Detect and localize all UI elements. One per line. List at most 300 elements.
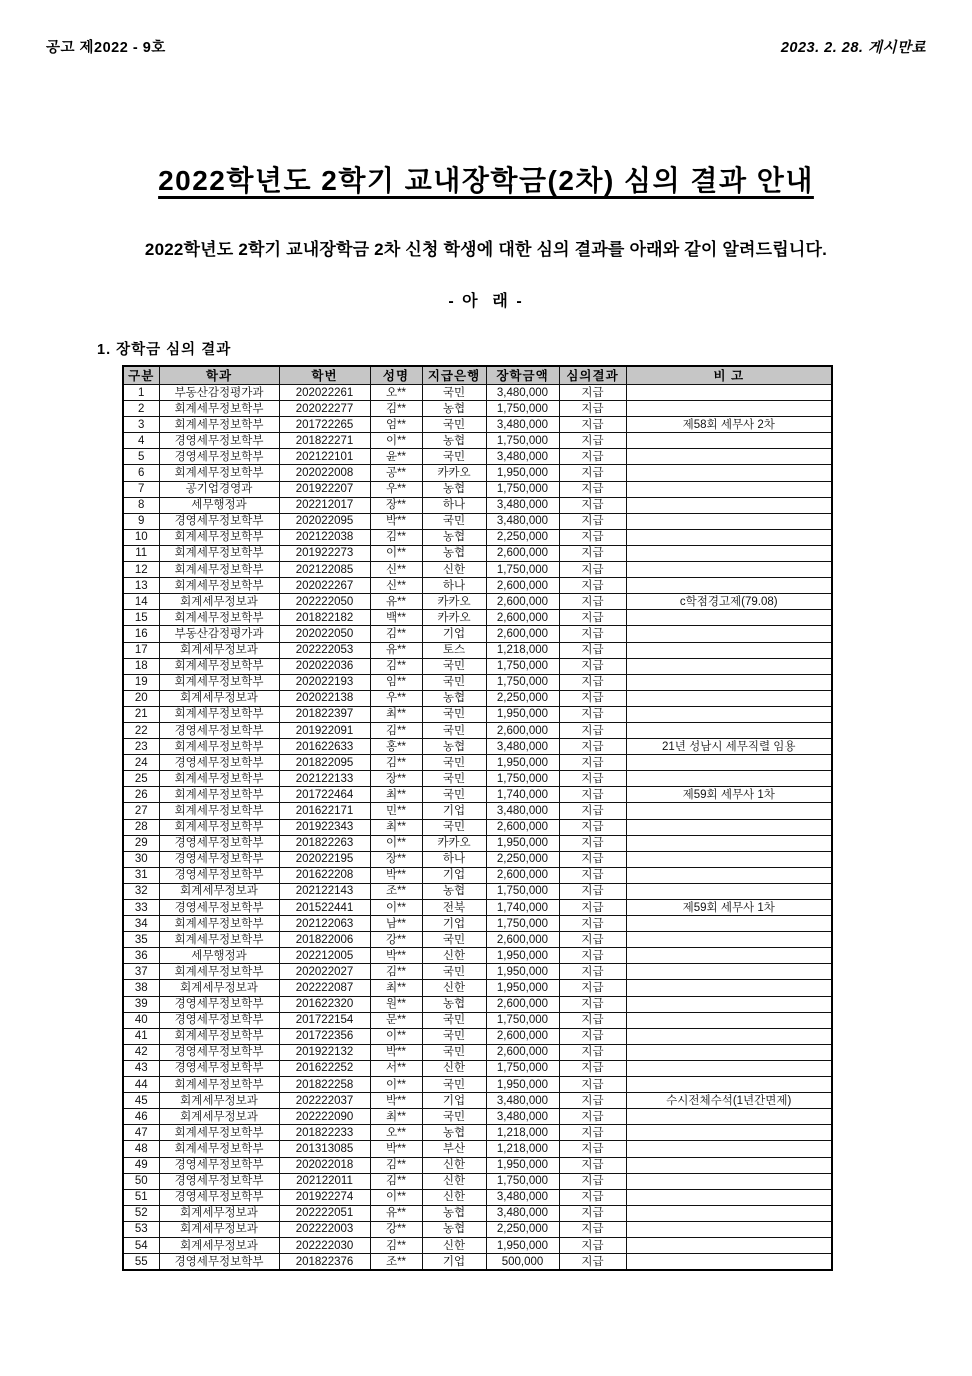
table-cell-dept: 경영세무정보학부 [159,996,279,1012]
table-cell-dept: 회계세무정보학부 [159,803,279,819]
table-cell-student-id: 201722464 [279,787,370,803]
table-cell-name: 김** [370,1157,422,1173]
table-cell-result: 지급 [559,739,626,755]
table-cell-name: 이** [370,433,422,449]
table-cell-dept: 회계세무정보학부 [159,401,279,417]
table-cell-no: 47 [123,1125,159,1141]
table-cell-amount: 1,750,000 [486,883,559,899]
table-cell-dept: 회계세무정보과 [159,642,279,658]
table-cell-result: 지급 [559,674,626,690]
table-cell-note [626,626,832,642]
table-row [123,545,832,561]
table-cell-name: 원** [370,996,422,1012]
table-cell-bank: 카카오 [422,465,486,481]
table-cell-dept: 회계세무정보학부 [159,739,279,755]
table-cell-no: 21 [123,706,159,722]
table-row [123,1157,832,1173]
table-cell-result: 지급 [559,1044,626,1060]
table-cell-note [626,642,832,658]
table-cell-dept: 회계세무정보학부 [159,1125,279,1141]
table-cell-note [626,449,832,465]
table-cell-name: 박** [370,948,422,964]
table-cell-no: 32 [123,883,159,899]
table-cell-dept: 회계세무정보학부 [159,916,279,932]
table-cell-no: 2 [123,401,159,417]
table-cell-name: 이** [370,1189,422,1205]
table-cell-student-id: 202222090 [279,1109,370,1125]
table-cell-student-id: 202022193 [279,674,370,690]
table-cell-student-id: 201822271 [279,433,370,449]
table-cell-result: 지급 [559,722,626,738]
table-cell-bank: 국민 [422,819,486,835]
table-cell-bank: 국민 [422,1044,486,1060]
table-cell-result: 지급 [559,594,626,610]
table-cell-no: 13 [123,578,159,594]
table-cell-note [626,883,832,899]
table-cell-bank: 국민 [422,449,486,465]
table-cell-bank: 농협 [422,545,486,561]
column-header-amount: 장학금액 [486,366,559,385]
table-cell-amount: 2,250,000 [486,1221,559,1237]
table-cell-student-id: 201922091 [279,722,370,738]
table-cell-bank: 국민 [422,674,486,690]
table-cell-student-id: 201822006 [279,932,370,948]
table-row [123,449,832,465]
table-row [123,610,832,626]
table-cell-amount: 3,480,000 [486,1109,559,1125]
table-cell-bank: 전북 [422,900,486,916]
column-header-no: 구분 [123,366,159,385]
table-cell-student-id: 201922273 [279,545,370,561]
table-cell-bank: 카카오 [422,835,486,851]
table-cell-dept: 회계세무정보학부 [159,771,279,787]
table-cell-student-id: 202022036 [279,658,370,674]
table-cell-dept: 회계세무정보학부 [159,417,279,433]
table-cell-note: c학점경고제(79.08) [626,594,832,610]
table-cell-dept: 회계세무정보학부 [159,674,279,690]
table-cell-result: 지급 [559,835,626,851]
table-cell-result: 지급 [559,787,626,803]
table-cell-no: 36 [123,948,159,964]
table-cell-amount: 1,750,000 [486,916,559,932]
table-cell-amount: 3,480,000 [486,513,559,529]
table-cell-note [626,578,832,594]
table-cell-name: 이** [370,900,422,916]
table-cell-no: 37 [123,964,159,980]
table-cell-result: 지급 [559,867,626,883]
table-cell-student-id: 201922274 [279,1189,370,1205]
table-cell-result: 지급 [559,642,626,658]
table-cell-note [626,851,832,867]
table-cell-dept: 회계세무정보학부 [159,465,279,481]
table-cell-no: 17 [123,642,159,658]
table-cell-name: 박** [370,1141,422,1157]
table-cell-bank: 국민 [422,755,486,771]
table-cell-note [626,1237,832,1253]
table-cell-dept: 세무행정과 [159,948,279,964]
table-cell-note [626,916,832,932]
table-cell-result: 지급 [559,401,626,417]
table-cell-amount: 2,250,000 [486,851,559,867]
table-cell-no: 55 [123,1254,159,1271]
table-cell-bank: 신한 [422,1157,486,1173]
table-cell-note: 수시전체수석(1년간면제) [626,1093,832,1109]
table-cell-note [626,433,832,449]
table-cell-student-id: 202122011 [279,1173,370,1189]
table-row [123,594,832,610]
table-cell-no: 39 [123,996,159,1012]
table-cell-amount: 1,950,000 [486,1237,559,1253]
table-cell-no: 48 [123,1141,159,1157]
table-cell-result: 지급 [559,1077,626,1093]
table-cell-result: 지급 [559,1237,626,1253]
table-cell-dept: 부동산감정평가과 [159,626,279,642]
table-cell-student-id: 201822182 [279,610,370,626]
table-cell-name: 신** [370,578,422,594]
table-cell-result: 지급 [559,706,626,722]
table-cell-name: 공** [370,465,422,481]
table-cell-dept: 회계세무정보과 [159,1093,279,1109]
table-cell-bank: 농협 [422,883,486,899]
table-cell-no: 40 [123,1012,159,1028]
table-cell-no: 19 [123,674,159,690]
table-cell-student-id: 201922132 [279,1044,370,1060]
table-cell-note [626,690,832,706]
table-cell-student-id: 202122063 [279,916,370,932]
table-cell-amount: 1,750,000 [486,1173,559,1189]
table-row [123,867,832,883]
table-cell-amount: 2,250,000 [486,529,559,545]
table-cell-student-id: 202222003 [279,1221,370,1237]
table-row [123,932,832,948]
table-cell-name: 유** [370,594,422,610]
table-row [123,771,832,787]
table-row [123,1060,832,1076]
table-cell-bank: 신한 [422,562,486,578]
table-cell-name: 이** [370,1077,422,1093]
table-cell-note [626,610,832,626]
table-cell-note [626,835,832,851]
table-cell-name: 민** [370,803,422,819]
table-cell-no: 54 [123,1237,159,1253]
table-cell-name: 이** [370,545,422,561]
table-row [123,1254,832,1271]
table-cell-bank: 하나 [422,497,486,513]
table-cell-bank: 카카오 [422,594,486,610]
table-cell-amount: 1,950,000 [486,964,559,980]
table-cell-note: 제58회 세무사 2차 [626,417,832,433]
table-cell-student-id: 201722356 [279,1028,370,1044]
table-cell-student-id: 201822095 [279,755,370,771]
table-cell-student-id: 202122085 [279,562,370,578]
table-row [123,497,832,513]
table-cell-no: 15 [123,610,159,626]
table-cell-no: 52 [123,1205,159,1221]
table-row [123,578,832,594]
table-cell-amount: 3,480,000 [486,449,559,465]
table-row [123,1205,832,1221]
table-cell-amount: 2,600,000 [486,867,559,883]
page-title: 2022학년도 2학기 교내장학금(2차) 심의 결과 안내 [158,165,814,196]
table-cell-note: 21년 성남시 세무직렬 임용 [626,739,832,755]
table-cell-student-id: 202222053 [279,642,370,658]
table-cell-student-id: 202022095 [279,513,370,529]
table-cell-note [626,481,832,497]
table-cell-name: 서** [370,1060,422,1076]
table-cell-student-id: 202022267 [279,578,370,594]
table-cell-name: 이** [370,835,422,851]
table-cell-note [626,932,832,948]
table-cell-result: 지급 [559,449,626,465]
table-row [123,417,832,433]
table-cell-note: 제59회 세무사 1차 [626,787,832,803]
table-cell-amount: 1,740,000 [486,900,559,916]
table-cell-amount: 2,250,000 [486,690,559,706]
table-cell-bank: 신한 [422,1060,486,1076]
table-row [123,465,832,481]
table-cell-note [626,1125,832,1141]
table-cell-no: 23 [123,739,159,755]
table-cell-name: 유** [370,1205,422,1221]
table-cell-result: 지급 [559,1012,626,1028]
table-cell-amount: 2,600,000 [486,578,559,594]
table-cell-result: 지급 [559,771,626,787]
table-cell-name: 최** [370,787,422,803]
table-cell-dept: 회계세무정보학부 [159,562,279,578]
table-cell-dept: 경영세무정보학부 [159,835,279,851]
table-cell-student-id: 202212017 [279,497,370,513]
table-cell-student-id: 201922207 [279,481,370,497]
table-cell-result: 지급 [559,529,626,545]
table-cell-result: 지급 [559,610,626,626]
table-row [123,900,832,916]
table-cell-note [626,1157,832,1173]
column-header-bank: 지급은행 [422,366,486,385]
table-cell-name: 장** [370,771,422,787]
table-cell-amount: 1,950,000 [486,980,559,996]
table-cell-amount: 1,950,000 [486,465,559,481]
table-cell-note [626,529,832,545]
table-cell-student-id: 202122101 [279,449,370,465]
table-cell-dept: 공기업경영과 [159,481,279,497]
table-cell-result: 지급 [559,690,626,706]
table-cell-amount: 1,740,000 [486,787,559,803]
table-cell-amount: 3,480,000 [486,739,559,755]
table-row [123,1173,832,1189]
table-cell-student-id: 202022018 [279,1157,370,1173]
table-cell-name: 임** [370,674,422,690]
table-cell-dept: 경영세무정보학부 [159,433,279,449]
table-cell-student-id: 201722154 [279,1012,370,1028]
table-cell-dept: 회계세무정보학부 [159,545,279,561]
table-cell-amount: 1,950,000 [486,1077,559,1093]
table-cell-student-id: 201822397 [279,706,370,722]
table-cell-amount: 1,218,000 [486,1141,559,1157]
table-row [123,948,832,964]
table-cell-amount: 2,600,000 [486,819,559,835]
table-cell-no: 12 [123,562,159,578]
table-cell-student-id: 202022138 [279,690,370,706]
table-cell-amount: 1,750,000 [486,481,559,497]
table-cell-result: 지급 [559,658,626,674]
table-cell-note [626,1173,832,1189]
table-cell-dept: 회계세무정보학부 [159,578,279,594]
table-cell-note [626,1028,832,1044]
expiry-date: 2023. 2. 28. 게시만료 [780,40,926,56]
table-cell-no: 28 [123,819,159,835]
table-cell-dept: 경영세무정보학부 [159,722,279,738]
table-cell-no: 22 [123,722,159,738]
table-cell-amount: 2,600,000 [486,996,559,1012]
table-cell-student-id: 202222051 [279,1205,370,1221]
table-cell-note [626,964,832,980]
table-cell-student-id: 202022195 [279,851,370,867]
table-cell-result: 지급 [559,626,626,642]
table-row [123,722,832,738]
table-header-row [123,366,832,385]
table-cell-no: 5 [123,449,159,465]
table-row [123,1109,832,1125]
table-cell-name: 김** [370,755,422,771]
table-cell-student-id: 201622320 [279,996,370,1012]
notice-number: 공고 제2022 - 9호 [46,40,166,56]
table-cell-no: 35 [123,932,159,948]
table-cell-result: 지급 [559,1189,626,1205]
table-cell-name: 김** [370,626,422,642]
table-cell-bank: 농협 [422,401,486,417]
table-cell-amount: 2,600,000 [486,594,559,610]
table-cell-name: 김** [370,964,422,980]
table-cell-name: 유** [370,642,422,658]
table-cell-name: 우** [370,481,422,497]
table-cell-dept: 경영세무정보학부 [159,1044,279,1060]
table-cell-note [626,1044,832,1060]
table-cell-note [626,674,832,690]
table-row [123,964,832,980]
table-cell-amount: 500,000 [486,1254,559,1271]
table-cell-dept: 경영세무정보학부 [159,867,279,883]
table-cell-amount: 1,750,000 [486,674,559,690]
table-cell-amount: 1,950,000 [486,948,559,964]
table-cell-amount: 2,600,000 [486,610,559,626]
table-cell-no: 46 [123,1109,159,1125]
table-cell-bank: 농협 [422,1205,486,1221]
table-cell-student-id: 202122133 [279,771,370,787]
table-cell-dept: 회계세무정보학부 [159,964,279,980]
table-cell-student-id: 201622208 [279,867,370,883]
table-cell-result: 지급 [559,1028,626,1044]
table-cell-result: 지급 [559,948,626,964]
table-cell-bank: 국민 [422,417,486,433]
table-cell-note [626,497,832,513]
table-cell-bank: 농협 [422,739,486,755]
table-cell-no: 49 [123,1157,159,1173]
table-cell-note [626,755,832,771]
table-cell-note [626,1060,832,1076]
table-row [123,755,832,771]
table-cell-no: 8 [123,497,159,513]
table-cell-name: 백** [370,610,422,626]
table-cell-name: 김** [370,1173,422,1189]
table-cell-note [626,819,832,835]
table-cell-no: 4 [123,433,159,449]
table-cell-name: 이** [370,1028,422,1044]
table-cell-dept: 회계세무정보과 [159,883,279,899]
table-cell-result: 지급 [559,916,626,932]
table-cell-result: 지급 [559,417,626,433]
table-row [123,1237,832,1253]
table-cell-amount: 1,750,000 [486,433,559,449]
table-cell-dept: 경영세무정보학부 [159,755,279,771]
table-row [123,1189,832,1205]
table-cell-amount: 2,600,000 [486,932,559,948]
table-row [123,1125,832,1141]
table-cell-bank: 농협 [422,481,486,497]
table-row [123,1221,832,1237]
table-cell-note [626,1109,832,1125]
table-cell-name: 박** [370,513,422,529]
table-cell-name: 오** [370,385,422,401]
table-cell-dept: 경영세무정보학부 [159,449,279,465]
table-cell-note [626,1077,832,1093]
table-cell-amount: 3,480,000 [486,1205,559,1221]
column-header-student-id: 학번 [279,366,370,385]
page-subtitle: 2022학년도 2학기 교내장학금 2차 신청 학생에 대한 심의 결과를 아래와 같이 알려드립니다. [144,240,828,259]
table-row [123,883,832,899]
table-cell-dept: 회계세무정보학부 [159,658,279,674]
table-cell-name: 강** [370,1221,422,1237]
table-row [123,1012,832,1028]
table-cell-bank: 국민 [422,706,486,722]
table-cell-no: 29 [123,835,159,851]
table-row [123,803,832,819]
table-cell-name: 장** [370,497,422,513]
table-cell-result: 지급 [559,819,626,835]
table-cell-no: 1 [123,385,159,401]
table-cell-student-id: 202022008 [279,465,370,481]
table-cell-amount: 1,218,000 [486,1125,559,1141]
table-cell-bank: 신한 [422,980,486,996]
table-cell-no: 10 [123,529,159,545]
table-cell-result: 지급 [559,578,626,594]
table-row [123,642,832,658]
table-cell-no: 6 [123,465,159,481]
divider-text: - 아 래 - [448,293,524,310]
table-cell-student-id: 201313085 [279,1141,370,1157]
table-cell-no: 51 [123,1189,159,1205]
table-cell-dept: 경영세무정보학부 [159,1012,279,1028]
table-cell-amount: 2,600,000 [486,1028,559,1044]
table-cell-note [626,385,832,401]
table-cell-name: 박** [370,867,422,883]
table-cell-note [626,1254,832,1271]
table-cell-bank: 기업 [422,916,486,932]
table-cell-bank: 기업 [422,867,486,883]
table-cell-student-id: 201822233 [279,1125,370,1141]
table-cell-no: 38 [123,980,159,996]
table-row [123,433,832,449]
table-row [123,658,832,674]
table-cell-no: 42 [123,1044,159,1060]
table-cell-no: 7 [123,481,159,497]
table-cell-result: 지급 [559,433,626,449]
table-cell-student-id: 201822258 [279,1077,370,1093]
table-row [123,739,832,755]
table-cell-student-id: 201522441 [279,900,370,916]
table-cell-dept: 경영세무정보학부 [159,1254,279,1271]
table-cell-dept: 회계세무정보학부 [159,706,279,722]
table-cell-student-id: 202122038 [279,529,370,545]
